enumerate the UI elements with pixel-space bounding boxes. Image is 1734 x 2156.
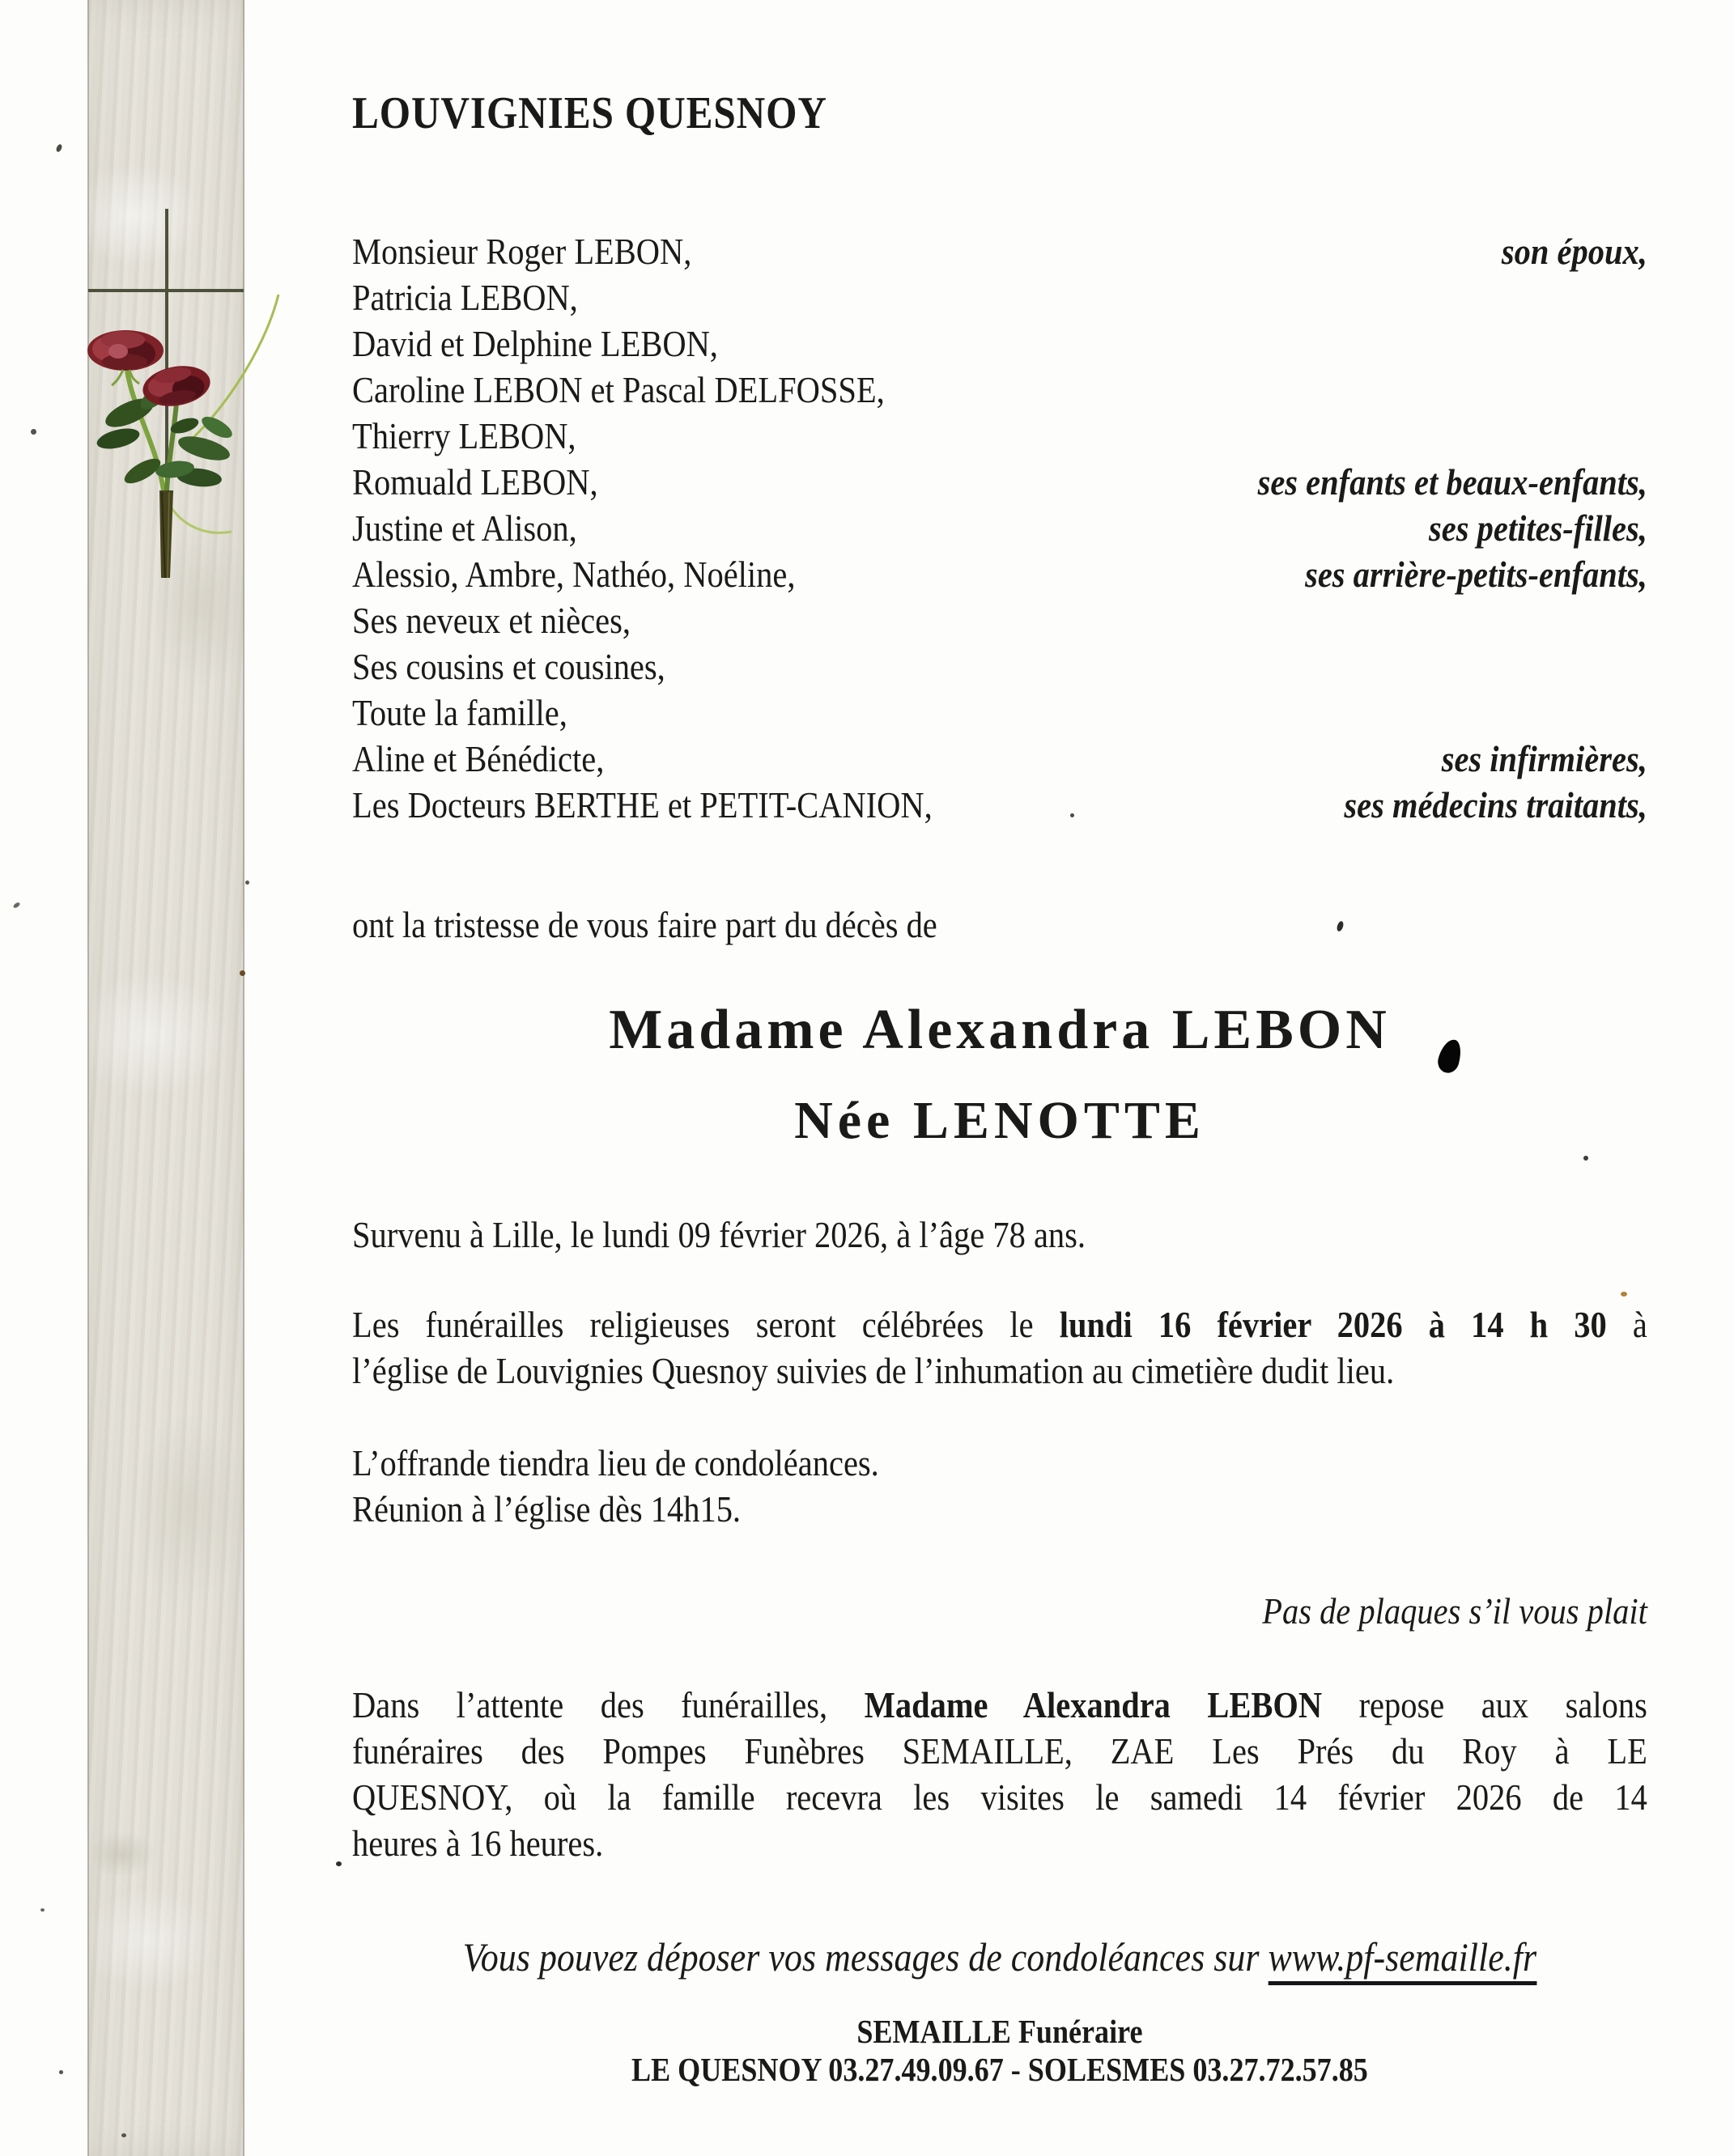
family-member-name: Patricia LEBON,: [352, 277, 578, 318]
family-member-name: Toute la famille,: [352, 692, 567, 733]
family-row: [352, 367, 1647, 413]
no-plaques-note: Pas de plaques s’il vous plait: [1262, 1590, 1647, 1632]
condolences-text: Vous pouvez déposer vos messages de condoléances sur: [462, 1934, 1269, 1980]
family-member-name: Thierry LEBON,: [352, 415, 576, 456]
family-row: [352, 643, 1647, 690]
family-row: [352, 736, 1647, 782]
text-column: [352, 0, 1647, 2156]
family-row: [352, 274, 1647, 320]
paragraph-line: QUESNOY, où la famille recevra les visites le samedi 14 février 2026 de 14: [352, 1776, 1647, 1818]
condolences-url: www.pf-semaille.fr: [1268, 1934, 1536, 1985]
repose-paragraph: [352, 1682, 1647, 1866]
scan-speck: [59, 2070, 63, 2074]
roses-image: [81, 290, 283, 583]
scan-speck: [12, 902, 20, 909]
scan-speck: [1070, 813, 1074, 817]
paragraph-line: heures à 16 heures.: [352, 1823, 604, 1864]
paragraph-line: l’église de Louvignies Quesnoy suivies de l’inhumation au cimetière dudit lieu.: [352, 1350, 1395, 1391]
family-row: [352, 459, 1647, 505]
family-member-name: Caroline LEBON et Pascal DELFOSSE,: [352, 369, 885, 410]
family-list: [352, 228, 1647, 828]
family-row: [352, 413, 1647, 459]
reunion-line: Réunion à l’église dès 14h15.: [352, 1488, 742, 1530]
family-member-name: Ses cousins et cousines,: [352, 646, 665, 687]
maiden-name: Née LENOTTE: [794, 1091, 1205, 1150]
deceased-name: Madame Alexandra LEBON: [609, 999, 1391, 1061]
family-member-name: Monsieur Roger LEBON,: [352, 231, 692, 272]
offering-line: L’offrande tiendra lieu de condoléances.: [352, 1442, 879, 1483]
scan-speck: [245, 881, 249, 885]
scan-speck: [121, 2133, 126, 2137]
death-date-line: Survenu à Lille, le lundi 09 février 2026, à l’âge 78 ans.: [352, 1214, 1086, 1255]
family-member-name: David et Delphine LEBON,: [352, 323, 718, 364]
scan-speck: [31, 429, 36, 435]
scan-speck: [1583, 1156, 1588, 1161]
family-relation-label: ses enfants et beaux-enfants,: [1257, 461, 1647, 503]
family-relation-label: ses médecins traitants,: [1344, 784, 1647, 825]
paragraph-line: Dans l’attente des funérailles, Madame Alexandra LEBON repose aux salons: [352, 1684, 1647, 1725]
paragraph-line: Les funérailles religieuses seront célébrées le lundi 16 février 2026 à 14 h 30 à: [352, 1304, 1647, 1345]
family-relation-label: ses arrière-petits-enfants,: [1305, 554, 1647, 595]
family-member-name: Les Docteurs BERTHE et PETIT-CANION,: [352, 784, 933, 825]
scan-speck: [1621, 1292, 1627, 1297]
scan-speck: [240, 970, 245, 976]
funeral-home-phones: LE QUESNOY 03.27.49.09.67 - SOLESMES 03.27.72.57.85: [631, 2051, 1368, 2088]
intro-line: ont la tristesse de vous faire part du décès de: [352, 904, 937, 945]
condolences-line: [352, 1933, 1647, 1981]
family-relation-label: son époux,: [1501, 231, 1647, 272]
family-row: [352, 505, 1647, 551]
offering-block: [352, 1440, 1647, 1532]
family-row: [352, 782, 1647, 828]
family-row: [352, 228, 1647, 274]
family-member-name: Ses neveux et nièces,: [352, 600, 631, 641]
family-row: [352, 320, 1647, 367]
family-member-name: Aline et Bénédicte,: [352, 738, 605, 779]
family-relation-label: ses petites-filles,: [1429, 507, 1647, 549]
scan-speck: [336, 1861, 342, 1866]
family-row: [352, 690, 1647, 736]
family-member-name: Alessio, Ambre, Nathéo, Noéline,: [352, 554, 796, 595]
family-member-name: Justine et Alison,: [352, 507, 577, 549]
location-title: LOUVIGNIES QUESNOY: [352, 88, 827, 138]
family-relation-label: ses infirmières,: [1441, 738, 1647, 779]
funeral-home-footer: [352, 2013, 1647, 2089]
paragraph-line: funéraires des Pompes Funèbres SEMAILLE, ZAE Les Prés du Roy à LE: [352, 1730, 1647, 1772]
funeral-details-paragraph: [352, 1301, 1647, 1394]
family-member-name: Romuald LEBON,: [352, 461, 598, 503]
funeral-home-name: SEMAILLE Funéraire: [856, 2013, 1143, 2050]
family-row: [352, 551, 1647, 597]
scan-speck: [55, 143, 63, 153]
scan-speck: [40, 1908, 45, 1912]
family-row: [352, 597, 1647, 643]
